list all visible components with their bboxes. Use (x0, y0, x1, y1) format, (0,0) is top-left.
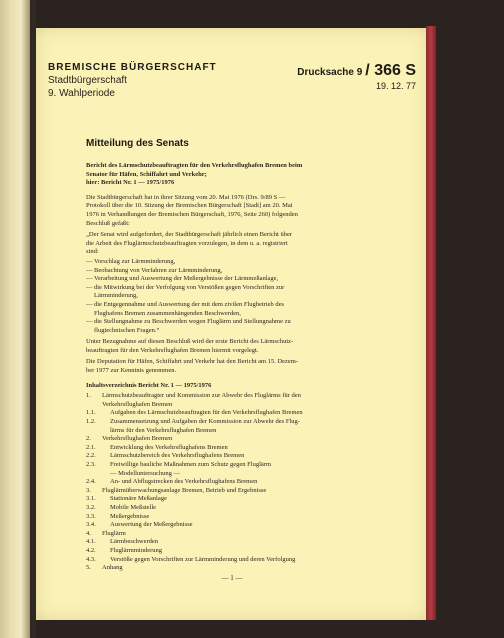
toc-number: 4.1. (86, 538, 96, 546)
bullet-item (86, 267, 354, 276)
closing-paragraph (86, 338, 354, 355)
toc-text: Mobile Meßstelle (110, 503, 157, 511)
toc-text: Aufgaben des Lärmschutzbeauftragten für den Verkehrsflughafen Bremen (110, 409, 303, 417)
toc-number: 2.1. (86, 443, 96, 451)
document-date: 19. 12. 77 (375, 81, 416, 91)
toc-heading: Inhaltsverzeichnis Bericht Nr. 1 — 1975/1976 (86, 381, 212, 389)
toc-number: 3.4. (86, 521, 96, 529)
bullet-text: Vorschlag zur Lärmminderung, (94, 257, 176, 265)
page-number: — 1 — (221, 574, 243, 582)
toc-item (86, 444, 354, 453)
toc-text: Fluglärmüberwachungsanlage Bremen, Betrieb und Ergebnisse (102, 486, 267, 494)
toc-text: Zusammensetzung und Aufgaben der Kommission zur Abwehr des Flug- (110, 418, 300, 426)
bullet-text: die Mitwirkung bei der Verfolgung von Verstößen gegen Vorschriften zur (94, 283, 285, 291)
intro-paragraph (86, 194, 354, 228)
binder-edge (0, 0, 30, 638)
toc-number: 3. (86, 486, 91, 494)
toc-number: 1. (86, 392, 91, 400)
toc-text: Freiwillige bauliche Maßnahmen zum Schutz gegen Fluglärm (110, 461, 272, 468)
toc-number: 1.1. (86, 409, 96, 417)
toc-text: Fluglärm (102, 529, 126, 537)
toc-text: Verkehrsflughafen Bremen (102, 435, 173, 443)
toc-item (86, 452, 354, 461)
subject-line: Bericht des Lärmschutzbeauftragten für den Verkehrsflughafen Bremen beim (86, 162, 303, 169)
toc-text: Lärmschutzbeauftragter und Kommission zur Abwehr des Fluglärms für den (102, 392, 301, 400)
intro-paragraph-line: Beschluß gefaßt: (86, 219, 130, 227)
bullet-item (86, 258, 354, 267)
toc-number: 4. (86, 529, 91, 537)
toc-item (86, 392, 354, 409)
toc-item (86, 521, 354, 530)
bullet-dash: — (86, 300, 93, 308)
drucksache-number: / 366 S (365, 62, 416, 79)
closing-paragraph-line: ber 1977 zur Kenntnis genommen. (86, 367, 177, 375)
bullet-text: Lärmminderung, (94, 292, 138, 300)
org-name: BREMISCHE BÜRGERSCHAFT (48, 62, 217, 73)
toc-item (86, 538, 354, 547)
document-page (36, 28, 428, 620)
quote-paragraph (86, 231, 354, 257)
toc-item (86, 530, 354, 539)
toc-number: 2.2. (86, 452, 96, 460)
toc-item (86, 461, 354, 478)
document-body (86, 162, 354, 573)
header-left (48, 62, 217, 99)
bullet-text: Flughafens Bremen zusammenhängenden Beschwerden, (94, 309, 241, 317)
bullet-dash: — (86, 318, 93, 326)
toc-text: Verstöße gegen Vorschriften zur Lärmminderung und deren Verfolgung (110, 555, 296, 563)
toc-text: — Modelluntersuchung — (110, 469, 181, 477)
toc-number: 2. (86, 435, 91, 443)
toc-item (86, 418, 354, 435)
intro-paragraph-line: Die Stadtbürgerschaft hat in ihrer Sitzung vom 20. Mai 1976 (Drs. 9/89 S — (86, 193, 286, 201)
toc-text: Anhang (102, 564, 123, 572)
toc-number: 3.1. (86, 495, 96, 503)
toc-item (86, 504, 354, 513)
toc-item (86, 435, 354, 444)
org-sub2: 9. Wahlperiode (48, 88, 115, 99)
toc-text: Lärmbeschwerden (110, 538, 159, 546)
quote-paragraph-line: „Der Senat wird aufgefordert, der Stadtbürgerschaft jährlich einen Bericht über (86, 231, 292, 239)
closing-paragraph-line: Unter Bezugnahme auf diesen Beschluß wird der erste Bericht des Lärmschutz- (86, 338, 294, 346)
toc-text: lärms für den Verkehrsflughafen Bremen (110, 426, 217, 434)
bullet-text: die Entgegennahme und Auswertung der mit dem zivilen Flugbetrieb des (94, 300, 285, 308)
toc-item (86, 564, 354, 573)
toc-text: Auswertung der Meßergebnisse (110, 521, 193, 529)
quote-paragraph-line: die Arbeit des Fluglärmschutzbeauftragten vorzulegen, in dem u. a. registriert (86, 239, 288, 247)
bullet-text: flugtechnischen Fragen.“ (94, 326, 160, 334)
bullet-item (86, 284, 354, 301)
toc-item (86, 513, 354, 522)
toc-text: Entwicklung des Verkehrsflughafens Bremen (110, 443, 228, 451)
quote-paragraph-line: sind: (86, 248, 99, 256)
toc-number: 1.2. (86, 418, 96, 426)
intro-paragraph-line: 1976 in Verhandlungen der Bremischen Bürgerschaft, 1976, Seite 260) folgenden (86, 210, 298, 218)
subject-line: hier: Bericht Nr. 1 — 1975/1976 (86, 179, 175, 187)
toc-text: Lärmschutzbereich des Verkehrsflughafens Bremen (110, 452, 245, 460)
toc-number: 4.3. (86, 555, 96, 563)
bullet-item (86, 318, 354, 335)
intro-paragraph-line: Protokoll über die 10. Sitzung der Bremischen Bürgerschaft [Stadt] am 20. Mai (86, 202, 293, 210)
toc-item (86, 478, 354, 487)
toc-item (86, 495, 354, 504)
toc-text: Meßergebnisse (110, 512, 150, 520)
closing-paragraph (86, 358, 354, 375)
subject (86, 162, 354, 188)
subject-line: Senator für Häfen, Schiffahrt und Verkehr; (86, 170, 207, 178)
bullet-dash: — (86, 275, 93, 283)
bullet-text: Verarbeitung und Auswertung der Meßergebnisse der Lärmmeßanlage, (94, 275, 279, 283)
bullet-item (86, 275, 354, 284)
bullet-item (86, 301, 354, 318)
toc-number: 4.2. (86, 546, 96, 554)
binder-spine (426, 26, 436, 620)
toc-item (86, 487, 354, 496)
org-sub1: Stadtbürgerschaft (48, 75, 127, 86)
toc-item (86, 409, 354, 418)
bullet-text: Beobachtung von Verfahren zur Lärmminderung, (94, 266, 223, 274)
bullet-dash: — (86, 266, 93, 274)
bullet-dash: — (86, 257, 93, 265)
drucksache-line (297, 62, 416, 80)
toc-number: 3.2. (86, 503, 96, 511)
toc-number: 2.3. (86, 461, 96, 468)
toc-text: Fluglärmminderung (110, 546, 162, 554)
toc-number: 2.4. (86, 478, 96, 486)
drucksache-label: Drucksache 9 (297, 67, 363, 78)
bullet-text: die Stellungnahme zu Beschwerden wegen Fluglärm und Stellungnahme zu (94, 318, 291, 326)
toc-text: Stationäre Meßanlage (110, 495, 167, 503)
closing-paragraph-line: beauftragten für den Verkehrsflughafen Bremen hiermit vorgelegt. (86, 346, 259, 354)
toc-text: Verkehrsflughafen Bremen (102, 400, 173, 408)
toc-number: 5. (86, 564, 91, 572)
toc-text: An- und Abflugstrecken des Verkehrsflughafens Bremen (110, 478, 258, 486)
toc-number: 3.3. (86, 512, 96, 520)
bullet-dash: — (86, 283, 93, 291)
closing-paragraph-line: Die Deputation für Häfen, Schiffahrt und Verkehr hat den Bericht am 15. Dezem- (86, 358, 299, 366)
header-right (297, 62, 416, 91)
document-title: Mitteilung des Senats (86, 138, 189, 149)
toc-item (86, 556, 354, 565)
toc-item (86, 547, 354, 556)
